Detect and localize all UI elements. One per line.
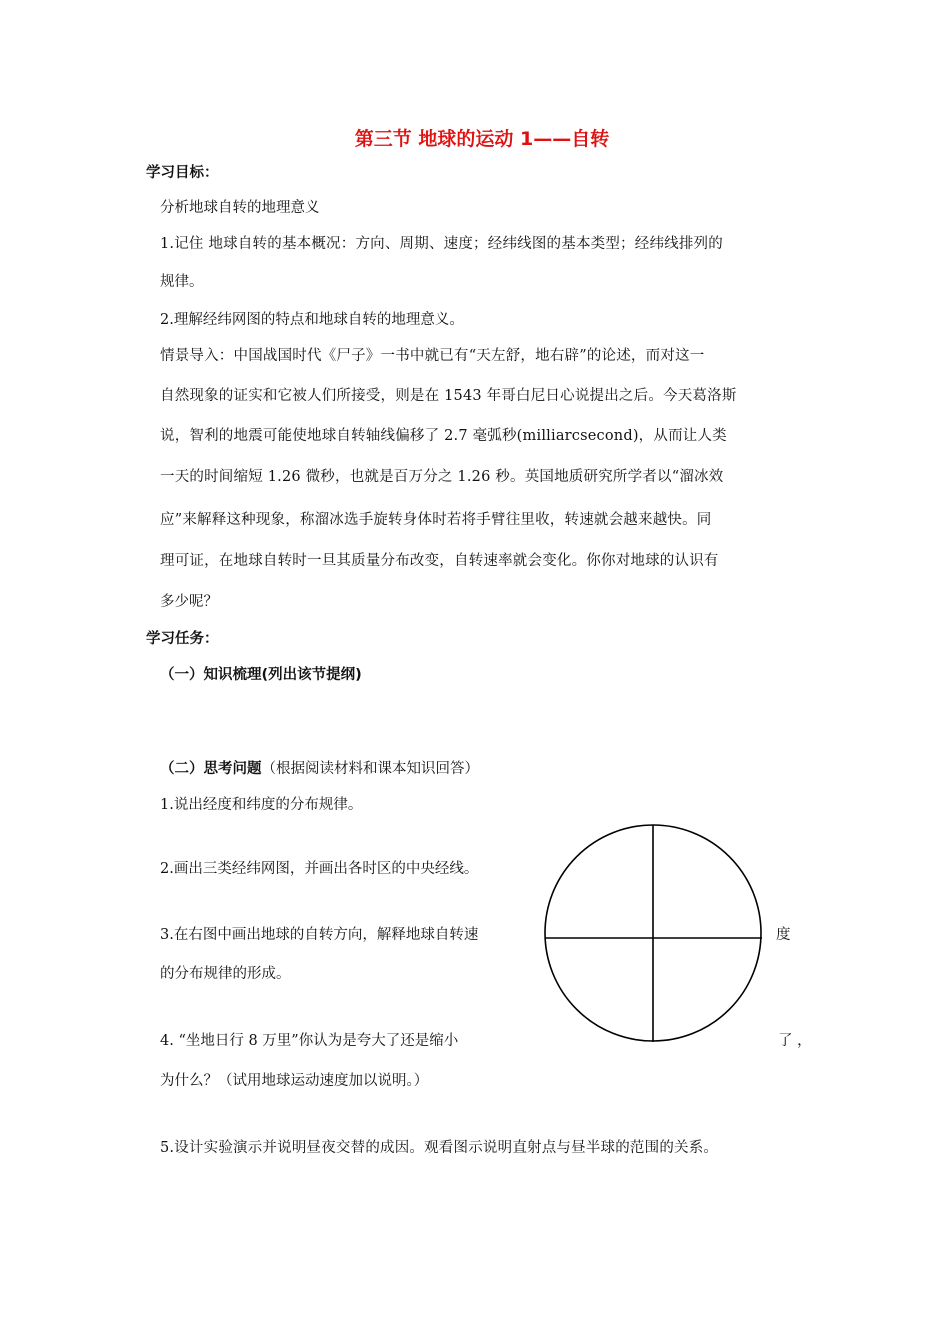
section-2-note: （根据阅读材料和课本知识回答） <box>261 761 479 777</box>
scenario-line: 自然现象的证实和它被人们所接受，则是在 1543 年哥白尼日心说提出之后。今天葛洛斯 <box>160 388 737 404</box>
question-3-cont: 的分布规律的形成。 <box>160 966 291 982</box>
objective-item-1: 1.记住 地球自转的基本概况：方向、周期、速度；经纬线图的基本类型；经纬线排列的 <box>160 236 723 252</box>
question-1: 1.说出经度和纬度的分布规律。 <box>160 797 363 813</box>
objective-item-2: 2.理解经纬网图的特点和地球自转的地理意义。 <box>160 312 464 328</box>
question-3-tail: 度 <box>776 927 791 943</box>
objectives-heading: 学习目标： <box>146 165 219 181</box>
tasks-heading: 学习任务： <box>146 631 219 647</box>
question-3: 3.在右图中画出地球的自转方向，解释地球自转速 <box>160 927 479 943</box>
scenario-line: 理可证，在地球自转时一旦其质量分布改变，自转速率就会变化。你你对地球的认识有 <box>160 553 719 569</box>
scenario-line: 一天的时间缩短 1.26 微秒，也就是百万分之 1.26 秒。英国地质研究所学者以“溜冰效 <box>160 469 724 485</box>
scenario-line: 说，智利的地震可能使地球自转轴线偏移了 2.7 毫弧秒(milliarcsecond)，从而让人类 <box>160 428 727 444</box>
page-title: 第三节 地球的运动 1——自转 <box>354 128 610 150</box>
objective-item-1-cont: 规律。 <box>160 274 204 290</box>
question-4-cont: 为什么？（试用地球运动速度加以说明。） <box>160 1073 429 1089</box>
question-2: 2.画出三类经纬网图，并画出各时区的中央经线。 <box>160 861 479 877</box>
scenario-line: 多少呢？ <box>160 594 218 610</box>
objectives-intro: 分析地球自转的地理意义 <box>160 200 320 216</box>
question-5: 5.设计实验演示并说明昼夜交替的成因。观看图示说明直射点与昼半球的范围的关系。 <box>160 1140 719 1156</box>
section-1-heading: （一）知识梳理(列出该节提纲) <box>160 667 362 683</box>
section-2-title: （二）思考问题 <box>160 761 262 777</box>
scenario-line: 应”来解释这种现象，称溜冰选手旋转身体时若将手臂往里收，转速就会越来越快。同 <box>160 512 712 528</box>
scenario-line: 情景导入：中国战国时代《尸子》一书中就已有“天左舒，地右辟”的论述，而对这一 <box>160 348 705 364</box>
question-4: 4. “坐地日行 8 万里”你认为是夸大了还是缩小 <box>160 1033 459 1049</box>
question-4-tail: 了 ， <box>778 1033 812 1049</box>
